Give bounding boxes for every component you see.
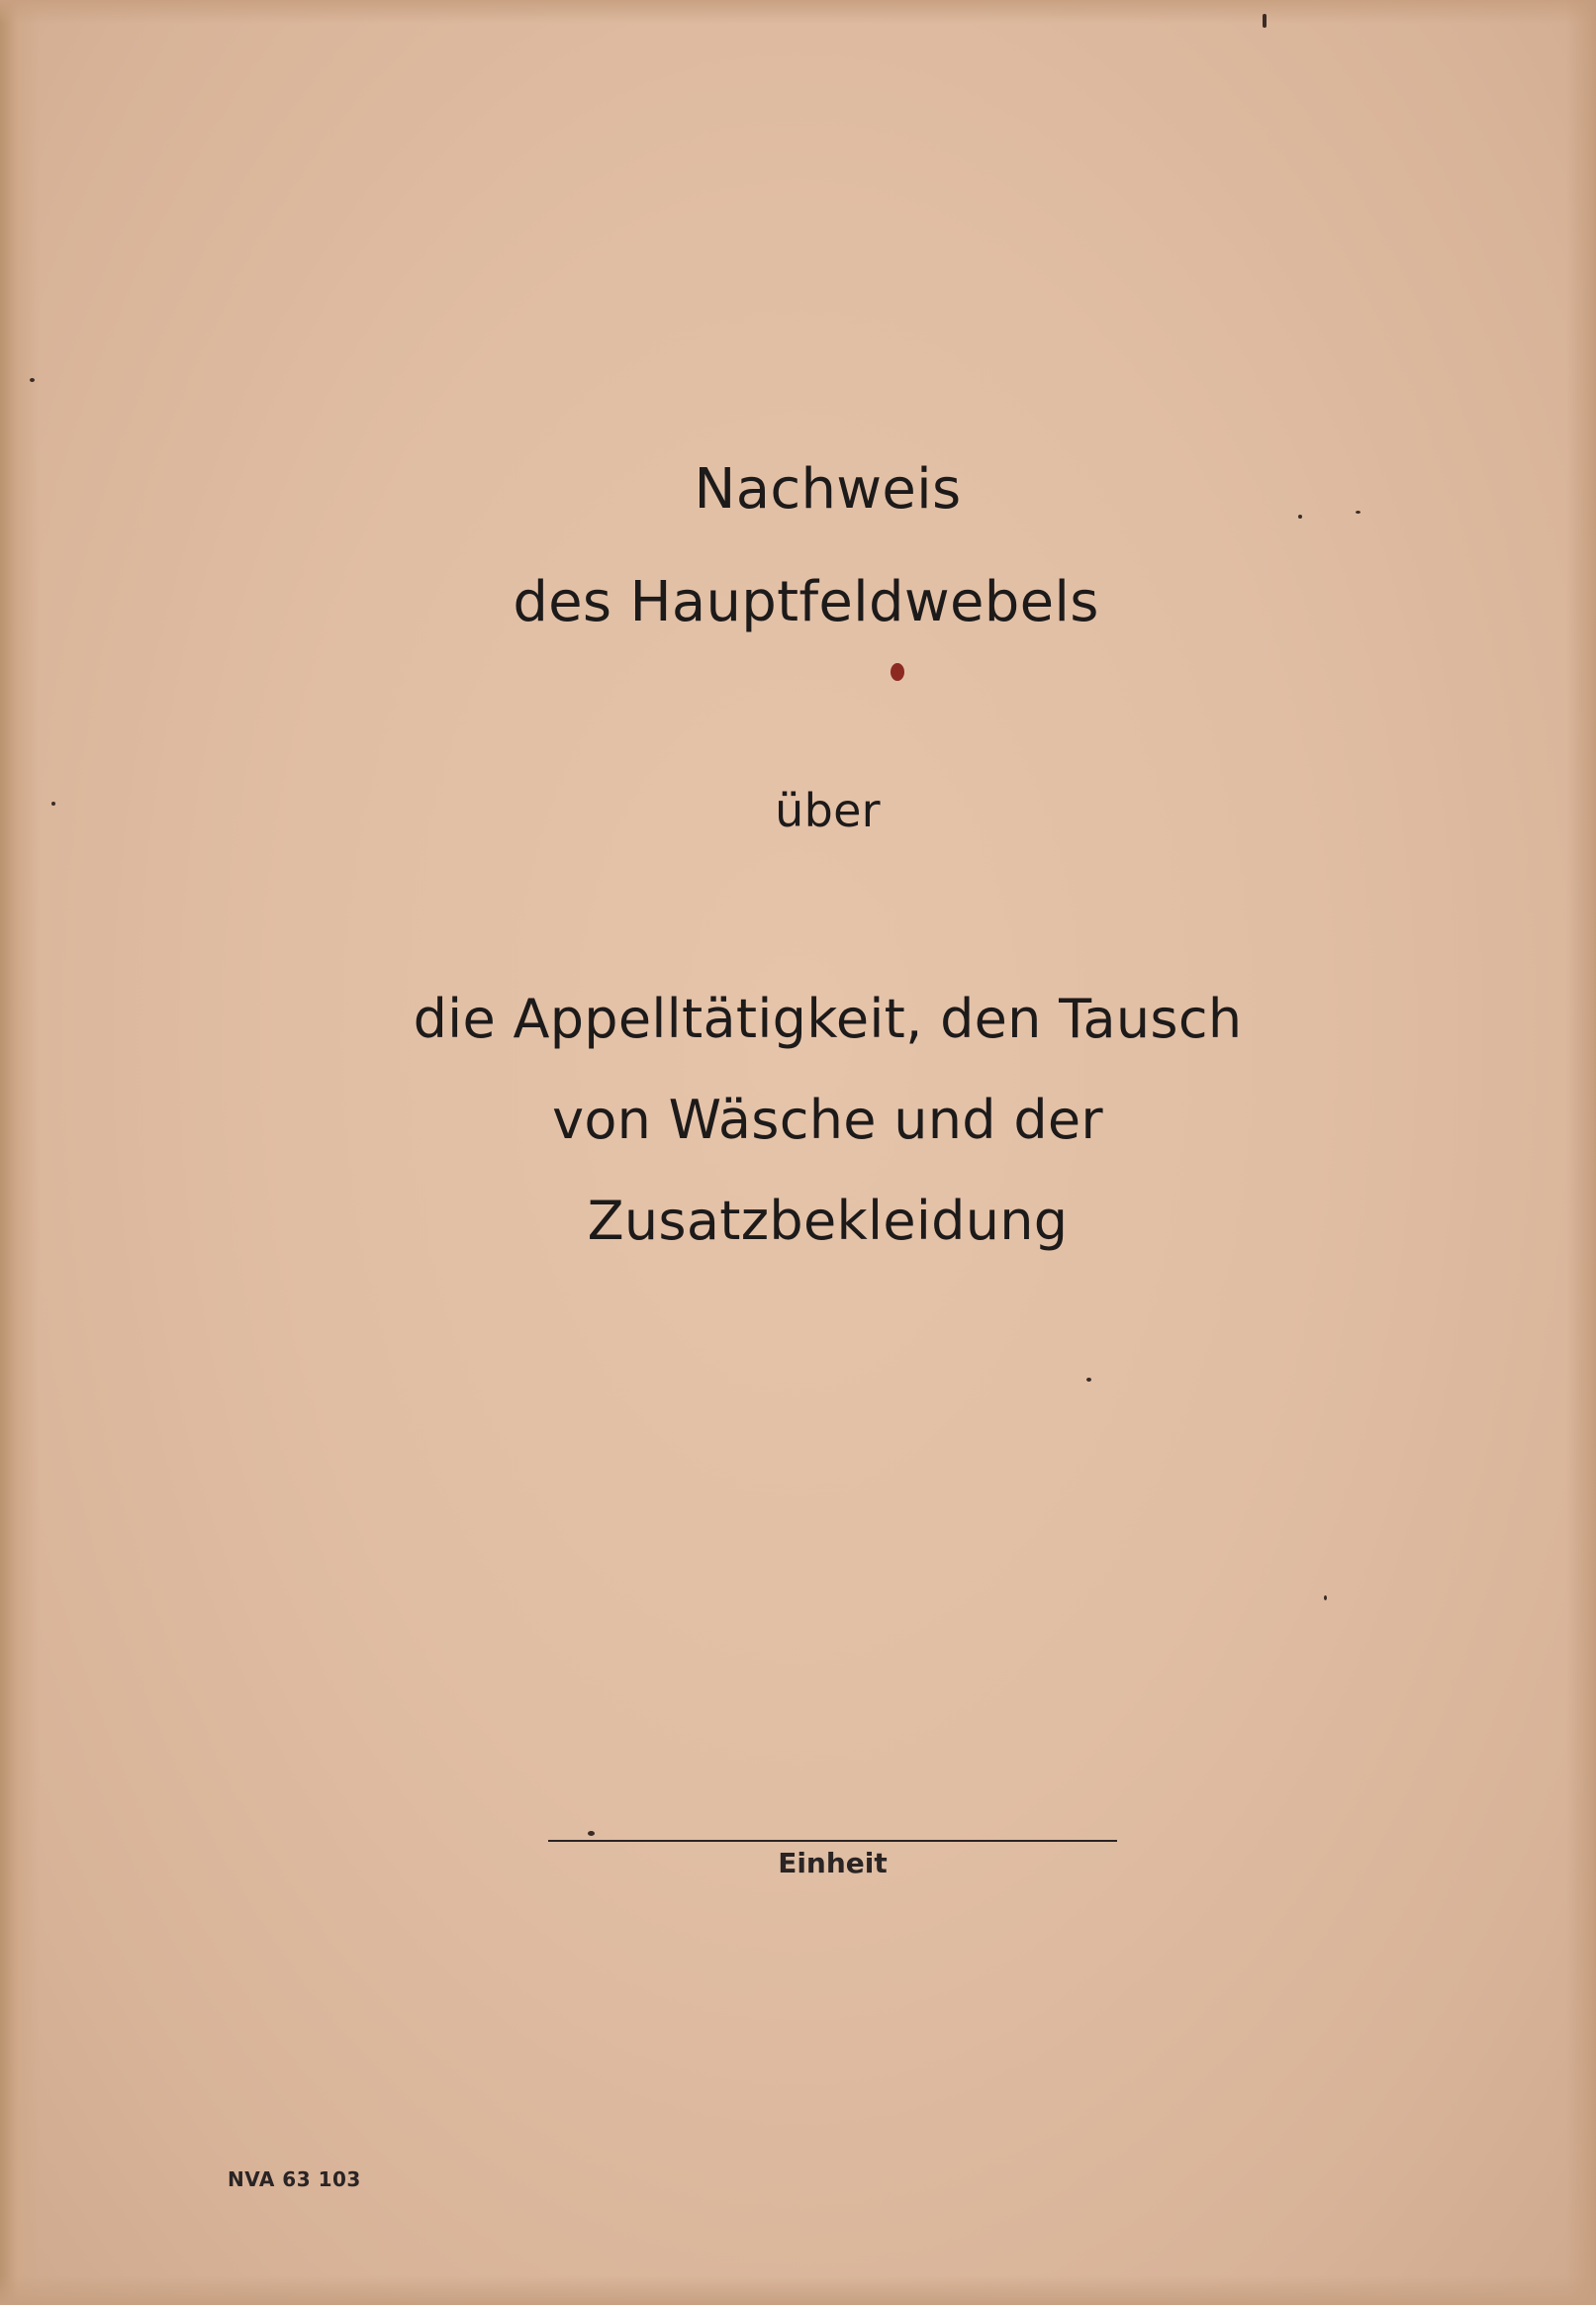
paper-speck — [1298, 515, 1302, 519]
unit-fill-in-line — [548, 1840, 1117, 1842]
paper-edge-bottom — [0, 2275, 1596, 2305]
title-line-2: des Hauptfeldwebels — [513, 570, 1099, 634]
paper-speck — [588, 1831, 595, 1836]
subject-line-3: Zusatzbekleidung — [587, 1190, 1069, 1252]
subject-line-2: von Wäsche und der — [552, 1089, 1103, 1151]
title-line-1: Nachweis — [694, 457, 962, 522]
unit-field-label: Einheit — [778, 1847, 888, 1879]
form-number: NVA 63 103 — [228, 2167, 361, 2191]
paper-speck — [1356, 511, 1361, 514]
paper-speck — [1086, 1378, 1091, 1382]
ink-stain — [891, 663, 904, 681]
paper-edge-top — [0, 0, 1596, 24]
paper-speck — [1263, 14, 1267, 28]
connector-text: über — [775, 784, 881, 837]
paper-speck — [51, 802, 55, 806]
paper-edge-right — [1566, 0, 1596, 2305]
paper-speck — [30, 378, 35, 382]
subject-line-1: die Appelltätigkeit, den Tausch — [413, 988, 1243, 1050]
paper-speck — [1324, 1595, 1327, 1600]
paper-edge-left — [0, 0, 40, 2305]
